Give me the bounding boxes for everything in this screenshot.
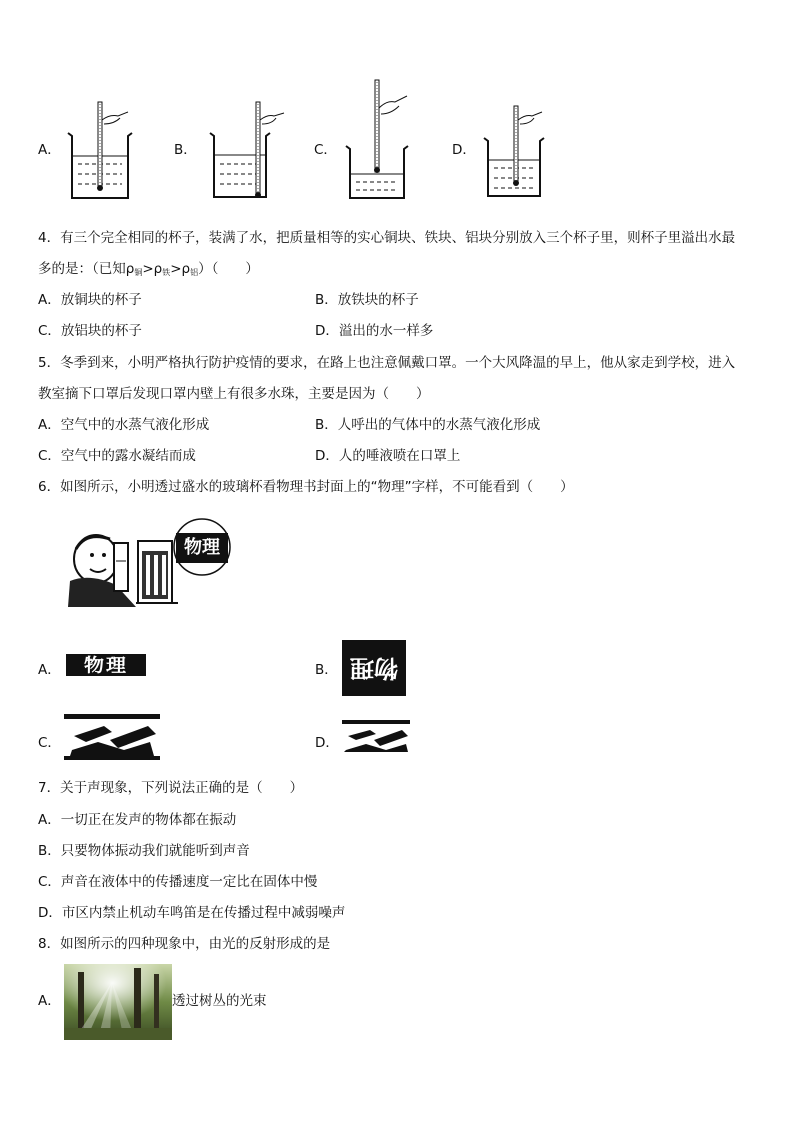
q6-cartoon-figure: [66, 515, 232, 607]
q3-option-a-label: A．: [38, 142, 61, 158]
q8-option-a-caption: 透过树丛的光束: [172, 993, 267, 1009]
q7-stem: 7．关于声现象，下列说法正确的是（ ）: [38, 780, 304, 796]
q4-option-d[interactable]: D．溢出的水一样多: [315, 323, 434, 339]
q7-option-a[interactable]: A．一切正在发声的物体都在振动: [38, 812, 237, 828]
q6-option-a-label[interactable]: A．: [38, 662, 61, 678]
q6-option-d-label[interactable]: D．: [315, 735, 339, 751]
q6-option-d-image[interactable]: [342, 720, 410, 754]
q3-option-c-label: C．: [314, 142, 337, 158]
beaker-figure-a: [64, 100, 134, 200]
q6-option-a-image[interactable]: [66, 650, 146, 680]
q4-sub-cu: 铜: [134, 268, 143, 277]
q6-stem: 6．如图所示，小明透过盛水的玻璃杯看物理书封面上的“物理”字样，不可能看到（ ）: [38, 479, 574, 495]
q6-option-b-word: 物理: [342, 640, 406, 696]
q6-option-b-label[interactable]: B．: [315, 662, 338, 678]
q4-sub-fe: 铁: [162, 268, 171, 277]
beaker-figure-c: [342, 78, 414, 202]
q4-stem-post: ）（ ）: [198, 261, 259, 277]
q6-option-c-image[interactable]: [64, 714, 160, 760]
q4-gt1: >ρ: [142, 261, 163, 277]
q4-option-c[interactable]: C．放铝块的杯子: [38, 323, 142, 339]
q7-option-d[interactable]: D．市区内禁止机动车鸣笛是在传播过程中减弱噪声: [38, 905, 346, 921]
q4-stem-line1: 4．有三个完全相同的杯子，装满了水，把质量相等的实心铜块、铁块、铝块分别放入三个杯子里，则杯子里溢出水最: [38, 230, 736, 246]
q6-option-c-label[interactable]: C．: [38, 735, 61, 751]
q4-sub-al: 铝: [190, 268, 199, 277]
q5-stem-line2: 教室摘下口罩后发现口罩内壁上有很多水珠，主要是因为（ ）: [38, 386, 430, 402]
q3-option-d-label: D．: [452, 142, 476, 158]
forest-light-beam-photo[interactable]: [64, 964, 172, 1040]
beaker-figure-d: [480, 104, 556, 200]
beaker-figure-b: [206, 100, 286, 200]
q4-gt2: >ρ: [170, 261, 191, 277]
q5-stem-line1: 5．冬季到来，小明严格执行防护疫情的要求，在路上也注意佩戴口罩。一个大风降温的早上，他从家走到学校，进入: [38, 355, 736, 371]
q8-stem: 8．如图所示的四种现象中，由光的反射形成的是: [38, 936, 331, 952]
q3-option-b-label: B．: [174, 142, 197, 158]
q5-option-d[interactable]: D．人的唾液喷在口罩上: [315, 448, 461, 464]
q5-option-c[interactable]: C．空气中的露水凝结而成: [38, 448, 196, 464]
q7-option-c[interactable]: C．声音在液体中的传播速度一定比在固体中慢: [38, 874, 318, 890]
q4-stem-line2: [38, 260, 259, 282]
q7-option-b[interactable]: B．只要物体振动我们就能听到声音: [38, 843, 250, 859]
q5-option-b[interactable]: B．人呼出的气体中的水蒸气液化形成: [315, 417, 541, 433]
q6-bubble-text: 物理: [176, 533, 228, 563]
q8-option-a-label[interactable]: A．: [38, 993, 61, 1009]
q5-option-a[interactable]: A．空气中的水蒸气液化形成: [38, 417, 210, 433]
q4-stem-pre: 多的是：（已知ρ: [38, 261, 135, 277]
q6-option-b-image[interactable]: [342, 640, 406, 696]
q4-option-a[interactable]: A．放铜块的杯子: [38, 292, 142, 308]
q4-option-b[interactable]: B．放铁块的杯子: [315, 292, 419, 308]
q6-option-a-word: 物理: [66, 652, 146, 679]
